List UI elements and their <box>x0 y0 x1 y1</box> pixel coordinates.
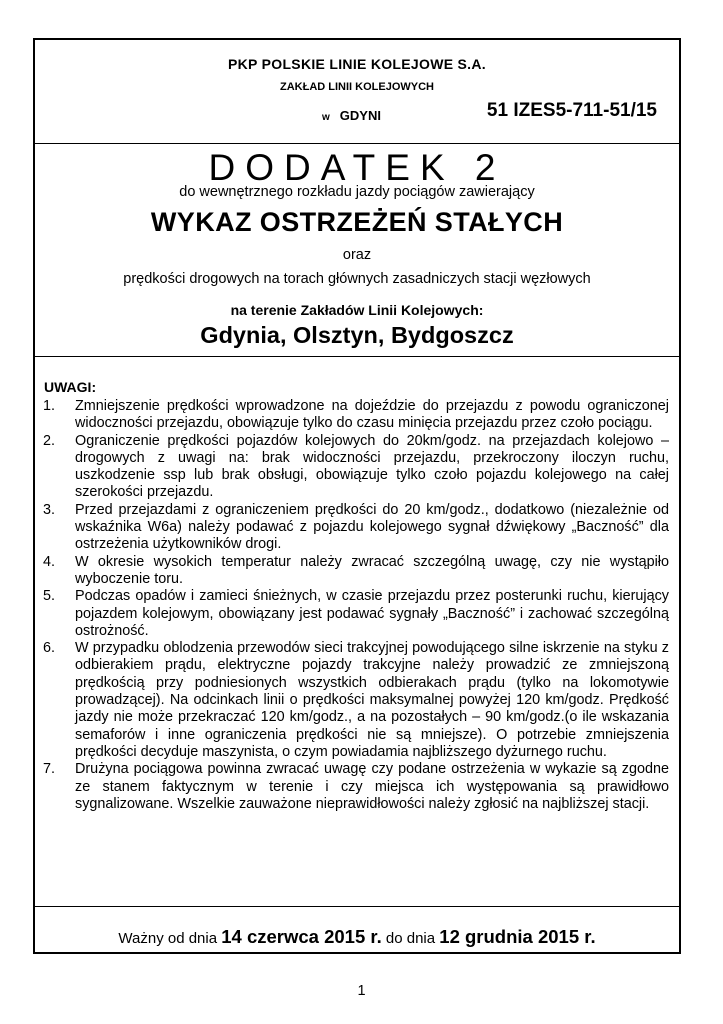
note-item <box>43 398 669 433</box>
note-number: 6. <box>43 640 56 657</box>
location-city: GDYNI <box>339 108 381 123</box>
validity-to-date: 12 grudnia 2015 r. <box>439 926 596 947</box>
validity-section <box>35 907 679 952</box>
note-text: Przed przejazdami z ograniczeniem prędkości do 20 km/godz., dodatkowo (niezależnie od wskaźnika W6a) należy podawać z pojazdu kolejowego sygnał dźwiękowy „Baczność” dla ostrzeżenia użytkowników drogi. <box>75 501 669 553</box>
notes-heading: UWAGI: <box>44 379 97 395</box>
title-section <box>35 144 679 357</box>
header-section <box>35 40 679 144</box>
notes-list <box>43 398 669 813</box>
note-item <box>43 554 669 589</box>
document-frame <box>33 38 681 954</box>
organization-name: PKP POLSKIE LINIE KOLEJOWE S.A. <box>228 56 486 72</box>
note-number: 4. <box>43 553 56 570</box>
validity-line <box>35 926 679 948</box>
note-item <box>43 502 669 554</box>
subtitle-speeds: prędkości drogowych na torach głównych zasadniczych stacji węzłowych <box>123 271 591 287</box>
subtitle-description: do wewnętrznego rozkładu jazdy pociągów zawierający <box>179 184 535 200</box>
note-item <box>43 761 669 813</box>
note-number: 1. <box>43 398 56 414</box>
unit-name: ZAKŁAD LINII KOLEJOWYCH <box>280 81 434 93</box>
note-number: 5. <box>43 588 56 605</box>
note-text: Drużyna pociągowa powinna zwracać uwagę czy podane ostrzeżenia w wykazie są zgodne ze stanem faktycznym w terenie i czy miejsca ich występowania są prawidłowo sygnalizowane. Wszelkie zauważone nieprawidłowości należy zgłosić na najbliższej stacji. <box>75 761 669 812</box>
subtitle-conjunction: oraz <box>342 247 372 263</box>
note-number: 3. <box>43 501 56 518</box>
note-item <box>43 640 669 761</box>
note-text: Ograniczenie prędkości pojazdów kolejowych do 20km/godz. na przejazdach kolejowo – drogowych z uwagi na: brak widoczności przejazdu, przekroczony iloczyn ruchu, uszkodzenie ssp lub brak obsługi, obowiązuje tylko czoło pojazdu kolejowego na całej szerokości przejazdu. <box>75 432 669 501</box>
note-text: W okresie wysokich temperatur należy zwracać szczególną uwagę, czy nie wystąpiło wyboczenie toru. <box>75 553 669 587</box>
note-number: 7. <box>43 761 56 778</box>
note-text: W przypadku oblodzenia przewodów sieci trakcyjnej powodującego silne iskrzenie na styku z odbierakiem prądu, elektryczne pojazdy trakcyjne należy prowadzić ze zmniejszoną prędkością przy podniesionych wszystkich odbierakach prądu (tylko na lokomotywie prowadzącej). Na odcinkach linii o prędkości maksymalnej powyżej 120 km/godz. Prędkość jazdy nie może przekraczać 120 km/godz., a na pozostałych – 90 km/godz.(o ile wskazania semaforów i inne ograniczenia prędkości nie są mniejsze). O potrzebie zmniejszenia prędkości decyduje maszynista, o czym powiadamia najbliższego dyżurnego ruchu. <box>75 640 669 760</box>
note-item <box>43 433 669 502</box>
subtitle-main: WYKAZ OSTRZEŻEŃ STAŁYCH <box>150 207 564 237</box>
location <box>322 108 381 123</box>
validity-prefix: Ważny od dnia <box>118 930 218 947</box>
page-number: 1 <box>357 983 366 999</box>
note-number: 2. <box>43 432 56 449</box>
document-title: DODATEK 2 <box>208 147 506 188</box>
places-list: Gdynia, Olsztyn, Bydgoszcz <box>200 322 514 348</box>
document-number: 51 IZES5-711-51/15 <box>486 100 657 121</box>
validity-from-date: 14 czerwca 2015 r. <box>221 926 382 947</box>
notes-section <box>35 357 679 907</box>
note-text: Zmniejszenie prędkości wprowadzone na dojeździe do przejazdu z powodu ograniczonej widoczności przejazdu, obowiązuje tylko do czasu minięcia przejazdu przez czoło pociągu. <box>75 398 669 432</box>
subtitle-area: na terenie Zakładów Linii Kolejowych: <box>230 302 484 318</box>
note-item <box>43 588 669 640</box>
validity-middle: do dnia <box>385 930 436 947</box>
location-prefix: w <box>322 112 330 123</box>
note-text: Podczas opadów i zamieci śnieżnych, w czasie przejazdu przez posterunki ruchu, kierujący pojazdem kolejowym, obowiązany jest podawać sygnały „Baczność” i zachować szczególną ostrożność. <box>75 588 669 639</box>
